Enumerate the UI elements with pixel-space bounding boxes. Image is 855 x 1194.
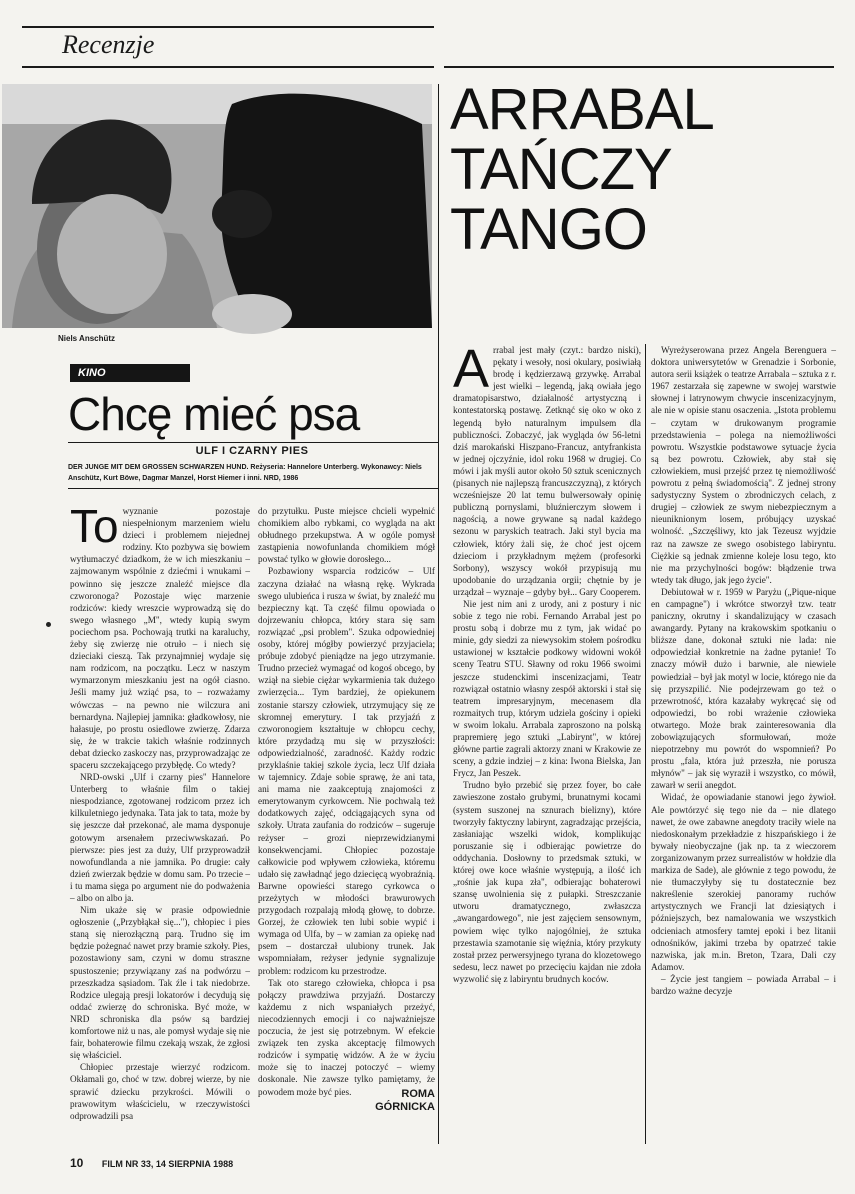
paragraph: Tak oto starego człowieka, chłopca i psa połączy prawdziwa przyjaźń. Dostarczy każdemu z nich wspaniałych przeżyć, niecodziennych emocji i co najważniejsze poczucia, że jest się potrzebnym. W efekcie związek ten zyska akceptację filmowych rodziców i sympatię widzów. A że w życiu może się to inaczej potoczyć – wiemy doskonale. Nie zawsze tylko pamiętamy, że powodem może być pies. xyxy=(258,977,435,1097)
paragraph: Trudno było przebić się przez foyer, bo całe zawieszone zostało grubymi, brunatnymi kocami (system suszonej na sznurach bielizny), które tworzyły faktyczny labirynt, zagradzając przejścia, zasłaniając wszelki widok, komplikując poruszanie się i odbierając powietrze do oddychania. Dosłowny to przedsmak sztuki, w której owe koce właśnie występują, a ilość ich „rośnie jak kupa zła", odbierając bohaterowi szansę uwolnienia się z pułapki. Streszczanie utworu dramatycznego, zwłaszcza „awangardowego", nie jest zajęciem sensownym, powiem więc tylko najogólniej, że sztuka przestawia szamotanie się więźnia, który przykuty został przez perwersyjnego tyrana do klozetowego sedesu, lecz nawet po przecięciu kajdan nie zdoła wyzwolić się z labiryntu brudnych koców. xyxy=(453,780,641,984)
feature-headline-line: TAŃCZY xyxy=(450,137,672,202)
article-credits: DER JUNGE MIT DEM GROSSEN SCHWARZEN HUND. Reżyseria: Hannelore Unterberg. Wykonawcy: Niels Anschütz, Kurt Böwe, Dagmar Manzel, Horst Hiemer i inni. NRD, 1986 xyxy=(68,464,422,482)
feature-headline xyxy=(450,77,790,262)
headline-rule xyxy=(68,442,438,443)
margin-bullet xyxy=(46,622,51,627)
article-headline: Chcę mieć psa xyxy=(68,388,360,440)
section-title: Recenzje xyxy=(62,30,155,59)
paragraph: Widać, że opowiadanie stanowi jego żywioł. Ale powtórzyć się tego nie da – nie dlatego nawet, że owe zabawne anegdoty traciły wiele na niedoskonałym przekładzie z hiszpańskiego i że bywały nieobyczajne (jak np. ta z wieczorem zorganizowanym przez surrealistów w hołdzie dla markiza de Sade), ale głównie z tego powodu, że nie tłumaczyłyby się tu dostatecznie bez nakreślenie szerokiej panoramy ruchów artystycznych we Francji lat dziesiątych i późniejszych, bez namalowania we wszystkich odcieniach atmosfery tamtej epoki i bez litanii odnośników, jakimi trzeba by opatrzeć takie nazwiska, jak m.in. Breton, Tzara, Dali czy Adamov. xyxy=(651,792,836,972)
photo-side-rule xyxy=(438,84,439,1144)
section-header xyxy=(22,22,434,66)
paragraph: do przytułku. Puste miejsce chcieli wypełnić chomikiem albo rybkami, co wygląda na akt obłudnego przekupstwa. A w ogóle pomysł zastąpienia nowofunlanda chomikiem mógł powstać tylko w głowie dorosłego... xyxy=(258,506,435,565)
paragraph: – Życie jest tangiem – powiada Arrabal – i bardzo ważne decyzje xyxy=(651,973,836,996)
page-number: 10 xyxy=(70,1156,84,1170)
author-last-name: GÓRNICKA xyxy=(375,1101,435,1113)
issue-info: FILM NR 33, 14 SIERPNIA 1988 xyxy=(101,1159,234,1169)
category-label: KINO xyxy=(70,364,190,382)
page-footer xyxy=(70,1156,233,1170)
column-divider xyxy=(645,344,646,1144)
feature-headline-line: ARRABAL xyxy=(450,77,714,142)
paragraph: Debiutował w r. 1959 w Paryżu („Pique-nique en campagne") i wkrótce stworzył tzw. teatr paniczny, okrutny i skandalizujący w czasach awangardy. Pytany na krakowskim spotkaniu o bliższe dane, dokonał sztuki nie lada: nie odpowiedział konkretnie na żadne pytanie! To znaczy mówił dużo i barwnie, ale niewiele powiedział – był jak motyl w locie, którego nie da się przyszpilić. Nie podejrzewam go też o przewrotność, która kazałaby wykręcać się od odpowiedzi, bo robi wrażenie człowieka otwartego. Może brak zainteresowania dla zobowiązujących sformułowań, może niepotrzebny mu powrót do wspomnień? Po prostu „fala, która już przeszła, nie porusza młynów" – jak się wyraził i wszystko, co mówił, zawarł w serii anegdot. xyxy=(651,586,836,791)
article-author xyxy=(370,1088,435,1114)
feature-headline-line: TANGO xyxy=(450,197,647,262)
paragraph: Wyreżyserowana przez Angela Berenguera – doktora uniwersytetów w Grenadzie i Sorbonie, autora serii książek o teatrze Arrabala – sztuka z r. 1967 zestarzała się zapewne w swojej warstwie słownej i latrynowym chwycie inscenizacyjnym, ale nie w opisie stanu osaczenia. „Istota problemu – czytam w drukowanym programie przedstawienia – polega na niemożliwości powrotu. Wszystkie podstawowe sytuacje życia są bez powrotu. Człowiek, aby stał się człowiekiem, musi przejść przez tę niemożliwość powrotu z pełną świadomością". Z jednej strony sadystyczny System o zbrodniczych celach, z drugiej – człowiek ze swym niebezpiecznym a nieuniknionym losem, próbujący uzyskać wolność. „Szczęśliwy, kto jak Tezeusz wyjdzie raz na zawsze ze swego osobistego labiryntu. Ciężkie są jednak zmienne koleje losu tego, kto nie ma przychylności bogów: błądzenie trwa wtedy tak długo, jak jego życie". xyxy=(651,345,836,585)
article-column-3 xyxy=(453,339,641,1144)
photo-caption: Niels Anschütz xyxy=(58,334,116,343)
drop-cap: A xyxy=(453,339,490,399)
paragraph: NRD-owski „Ulf i czarny pies" Hannelore Unterberg to właśnie film o takiej niespodziance, zgotowanej rodzicom przez ich kilkuletniego jedynaka. Tata jak to tata, może by się jeszcze dał przekonać, ale mama dysponuje gotowym arsenałem przeciwwskazań. Po pierwsze: pies jest za duży, Ulf przyprowadził nowofundlanda a nie jamnika. Po drugie: cały dzień zwierzak będzie w domu sam. Po trzecie – i tu mama sięga po argument nie do podważenia – albo on albo ja. xyxy=(70,772,250,903)
paragraph: wyznanie pozostaje niespełnionym marzeniem wielu dzieci i problemem niejednej rodziny. Kto pozbywa się bowiem wytłumaczyć dziadkom, że w ich mieszkaniu – zajmowanym wspólnie z dziećmi i wnukami – powinno się jeszcze znaleźć miejsce dla czworonoga? Pozostaje więc marzenie rodziców: kiedy wreszcie wyprowadzą się do swego własnego „M", wtedy kupią swym pociechom psa. Pochowają trutki na karaluchy, żeby się zwierzę nie otruło – i niech się dzieciaki cieszą. Tak przynajmniej wydaje się nam rodzicom, na początku. Lecz w naszym wymarzonym mieszkaniu jest na ogół ciasno. Jeśli mamy już wziąć psa, to – rozważamy wówczas – na pewno nie wilczura ani bernardyna. Najlepiej jamnika: gładkowłosy, nie hałasuje, po prostu osiedlowe zwierzę. Zdarza się, że w trakcie takich właśnie rodzinnych debat dziecko zaskoczy nas, przyprowadzając ze spaceru szczekającego przybłędę. Co wtedy? xyxy=(70,506,250,770)
header-right-rule xyxy=(444,66,834,68)
paragraph: Chłopiec przestaje wierzyć rodzicom. Okłamali go, choć w tzw. dobrej wierze, by nie sprawić dziecku przykrości. Mówili o prawowitym właścicielu, w rzeczywistości odprowadzili psa xyxy=(70,1062,250,1121)
paragraph: rrabal jest mały (czyt.: bardzo niski), pękaty i wesoły, nosi okulary, posiwiałą brodę i kędzierzawą grzywkę. Arrabal jest wielki – legendą, jaką owiała jego dramatopisarstwo, działalność artystyczną i kontestatorską postawę. Zetknąć się oko w oko z legendą było naturalnym impulsem dla publiczności. Zobaczyć, jak wygląda ów 56-letni dziś marokański Hiszpano-Francuz, antyfrankista w jednej ojczyźnie, idol roku 1968 w drugiej. Co mówi i jak myśli autor około 50 sztuk scenicznych (pisanych nie najlepszą francuszczyzną), z których wcześniejsze 20 lat temu bulwersowały opinię publiczną pornyslami, bluźnierczym słowem i nagością, a nowe grywane są nadal każdego sezonu w paryskich teatrach. Jaki styl bycia ma człowiek, który żali się, że choć jest ojcem dzieciom i przykładnym mężem (profesorki Sorbony), wszyscy wokół przypisują mu upodobanie do urządzania orgii; chętnie by je urządzał – wyznaje – gdyby był... Gary Cooperem. xyxy=(453,345,641,597)
paragraph: Nie jest nim ani z urody, ani z postury i nic sobie z tego nie robi. Fernando Arrabal jest po prostu sobą i dobrze mu z tym, jak widać po minie, gdy siedzi za niewysokim stołem pośrodku ustawionej w kształcie podkowy widowni wokół sceny Teatru STU. Sławny od roku 1966 swoimi jeszcze studenckimi inscenizacjami, Teatr rozwiązał ostatnio własny zespół aktorski i stał się teatrem impresaryjnym, mecenasem dla rozmaitych trup, którym udziela gościny i opieki w swoim lokalu. Arrabala zaproszono na polską prapremierę jego sztuki „Labirynt", w której główne partie zagrali aktorzy znani w Krakowie ze sceny, a gdzie indziej – z kina: Iwona Bielska, Jan Frycz, Jan Peszek. xyxy=(453,598,641,779)
credits-rule xyxy=(68,488,438,489)
drop-cap: To xyxy=(70,500,119,552)
paragraph: Nim ukaże się w prasie odpowiednie ogłoszenie („Przybłąkał się..."), chłopiec i pies staną się nierozłączną parą. Trudno się im będzie pożegnać nawet przy bramie szkoły. Pies, pozostawiony sam, czyni w domu straszne spustoszenie; przywiązany zaś na podwórzu – przeszkadza sąsiadom. Tak źle i tak niedobrze. Rodzice ulegają presji lokatorów i decydują się oddać zwierzę do schroniska. Być może, w NRD schroniska dla psów są bardziej komfortowe niż u nas, ale pomysł wydaje się nie fair, bohaterowie filmu czekają wszak, że zgłosi się właściciel. xyxy=(70,905,250,1061)
article-column-1 xyxy=(70,500,250,1140)
author-first-name: ROMA xyxy=(401,1088,435,1100)
article-subtitle: ULF I CZARNY PIES xyxy=(195,445,309,457)
paragraph: Pozbawiony wsparcia rodziców – Ulf zaczyna działać na własną rękę. Wykrada swego ulubieńca i rusza w świat, by znaleźć mu bezpieczny kąt. Ta część filmu opowiada o dojrzewaniu chłopca, który stara się sam rozwiązać „psi problem". Szuka odpowiedniej osoby, której mógłby powierzyć przyjaciela; próbuje zdobyć pieniądze na jego utrzymanie. Trudno przecież wymagać od kogoś obcego, by wziął na siebie ciężar wykarmienia tak dużego zwierzęcia... Tym bardziej, że opiekunem zostanie starszy człowiek, utrzymujący się ze skromnej emerytury. I tak przyjaźń z czworonogiem kształtuje w chłopcu cechy, które przydadzą mu się w przyszłości: odpowiedzialność, zaradność. Każdy rodzic przyklaśnie takiej szkole życia, lecz Ulf działa w tajemnicy. Zdaje sobie sprawę, że ani tata, ani mama nie zaakceptują znajomości z emerytowanym cyrkowcem. Nie pochwalą też dodatkowych zajęć, odciągających syna od szkoły. Utrata zaufania do rodziców – sugeruje reżyser – grozi nieprzewidzianymi konsekwencjami. Chłopiec pozostaje całkowicie pod wpływem człowieka, któremu udało się zawładnąć jego dziecięcą wyobraźnią. Barwne opowieści starego cyrkowca o przeżytych w młodości brawurowych przygodach rozpalają młodą głowę, to dobrze. Gorzej, że człowiek ten lubi sobie wypić i wymaga od Ulfa, by – w zamian za opiekę nad psem – dostarczał ulubiony trunek. Jak wspomniałam, reżyser jedynie sygnalizuje problem: rodzicom ku przestrodze. xyxy=(258,566,435,976)
header-bottom-rule xyxy=(22,66,434,68)
article-column-4 xyxy=(651,344,836,1144)
article-photo xyxy=(2,84,432,328)
